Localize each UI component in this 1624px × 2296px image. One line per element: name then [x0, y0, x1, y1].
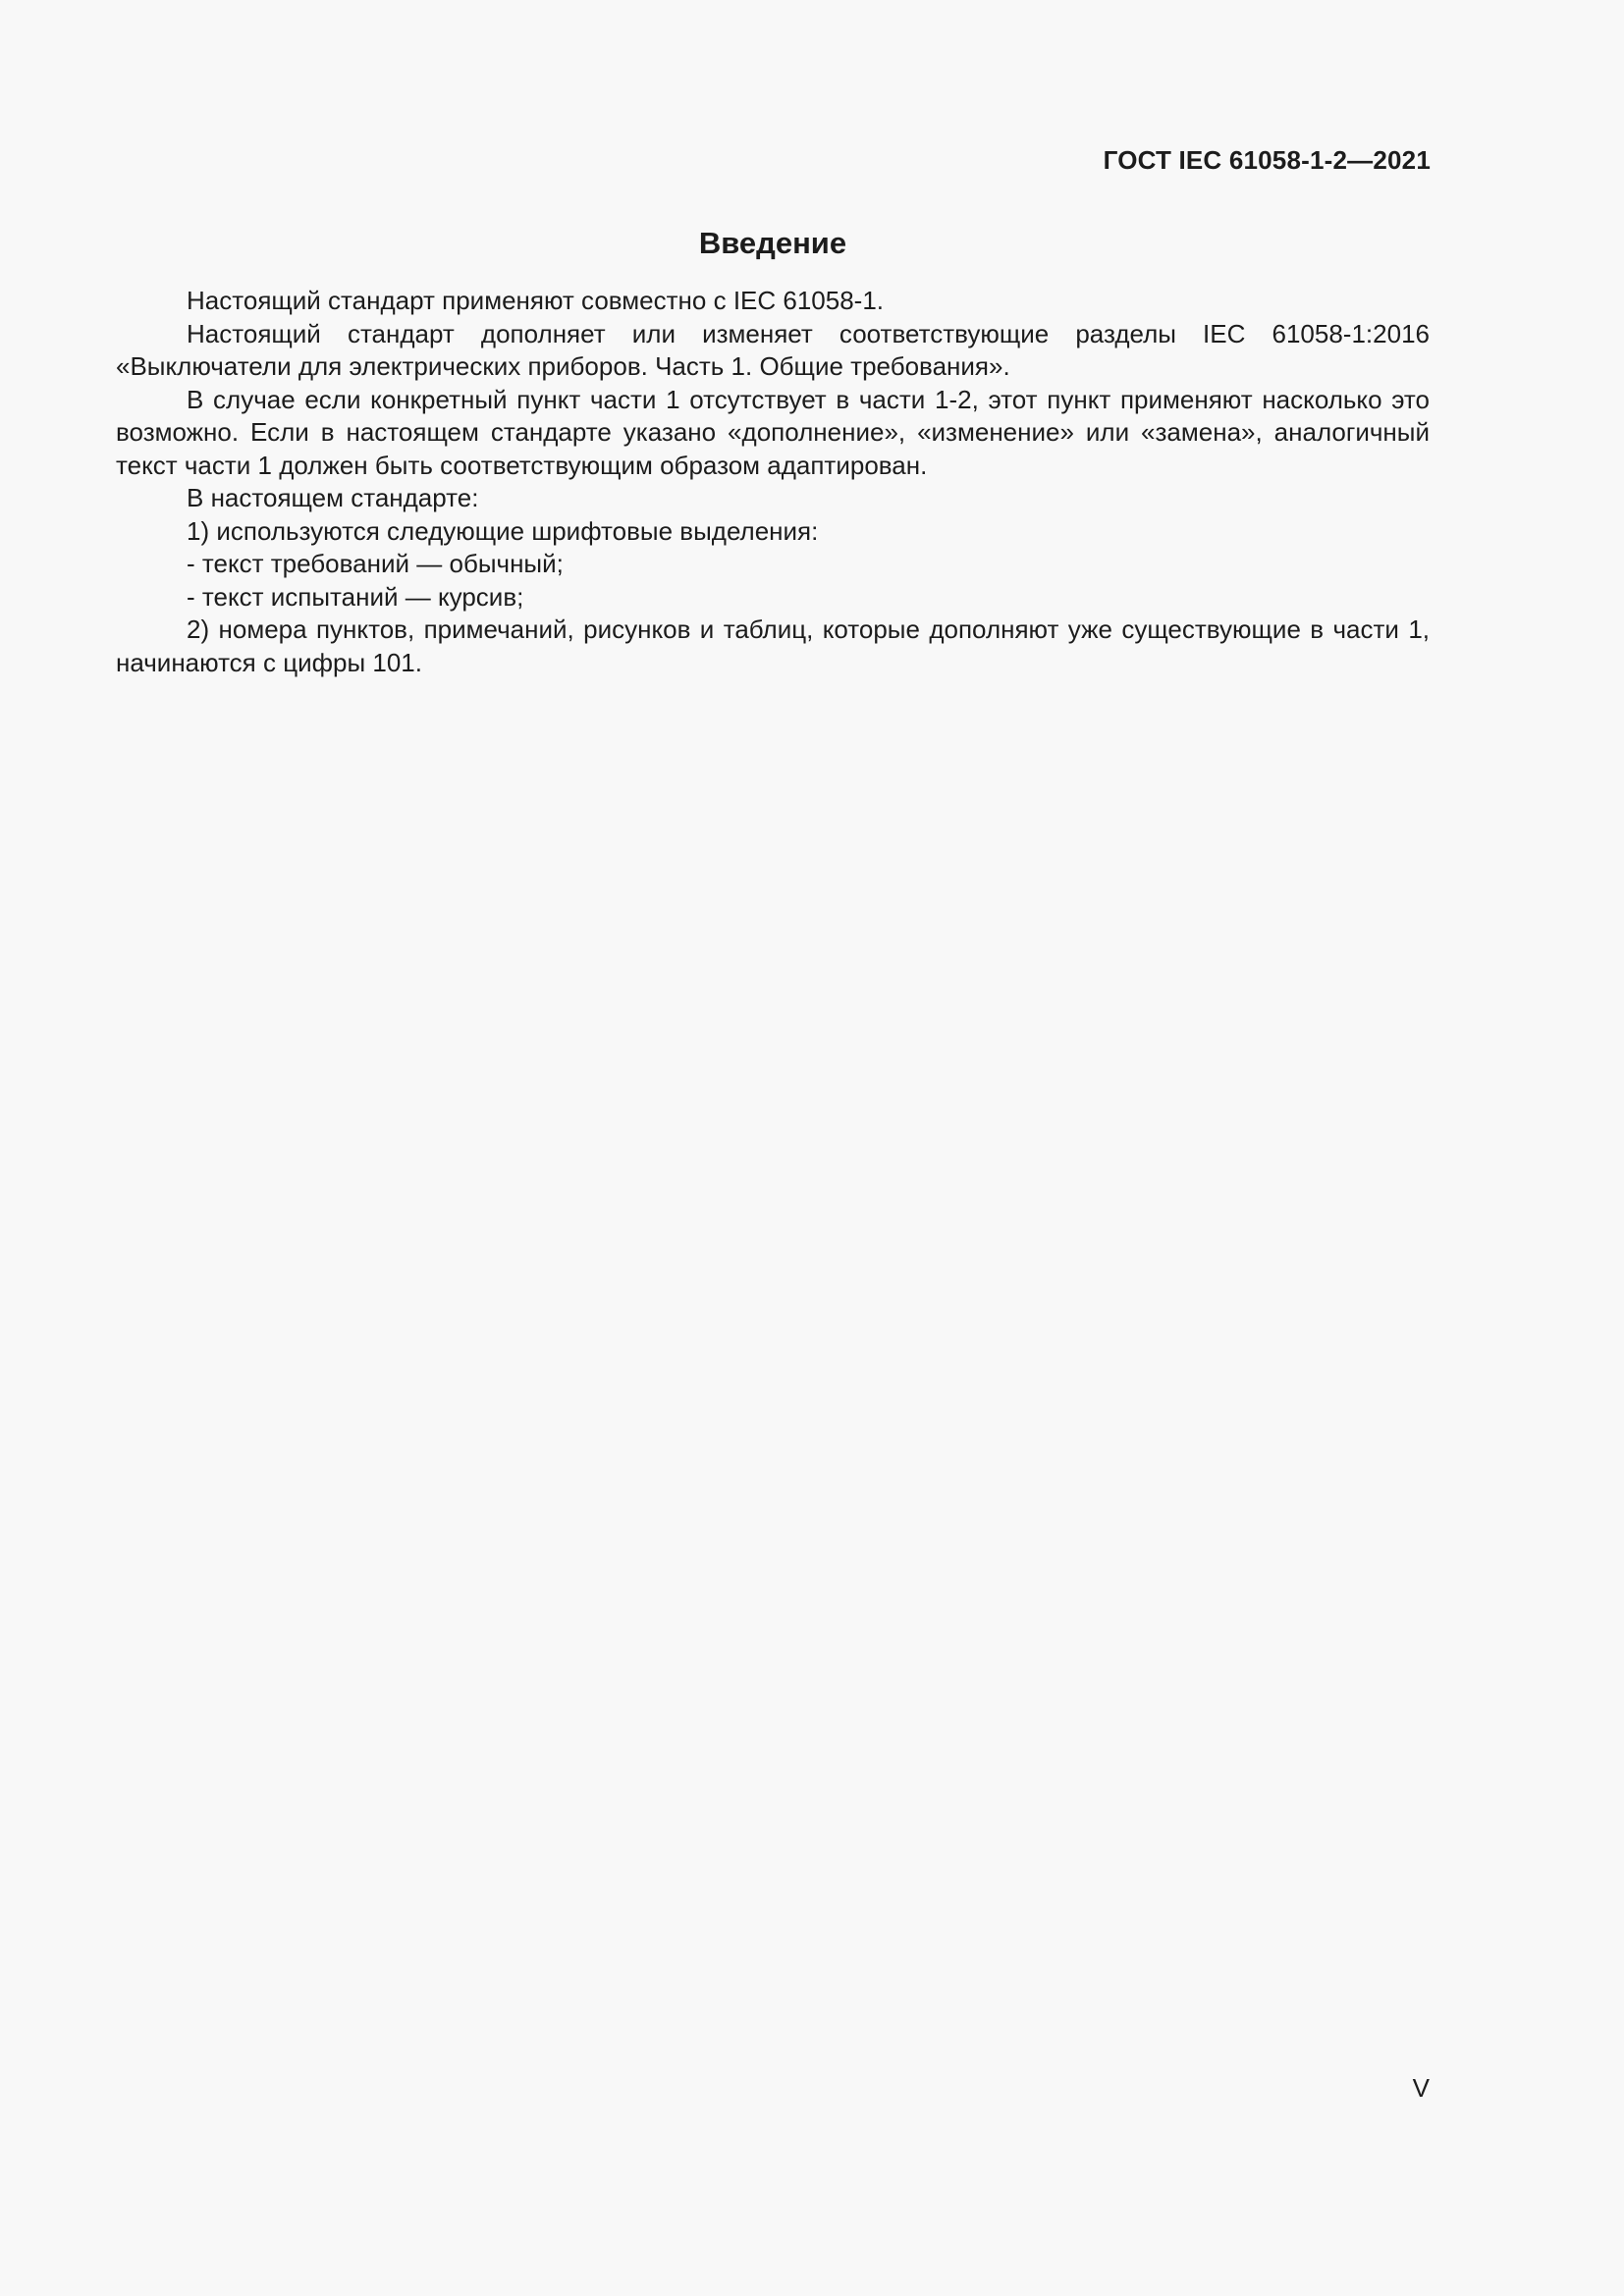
document-code-header: ГОСТ IEC 61058-1-2—2021	[1103, 145, 1431, 175]
section-title: Введение	[698, 226, 847, 260]
list-item-numbering: 2) номера пунктов, примечаний, рисунков и таблиц, которые дополняют уже существующие в части 1, начинаются с цифры 101.	[116, 614, 1430, 677]
list-item-font-highlighting: 1) используются следующие шрифтовые выделения:	[187, 515, 819, 546]
paragraph-usage: Настоящий стандарт применяют совместно с IEC 61058-1.	[187, 286, 885, 315]
paragraph-in-this-standard: В настоящем стандарте:	[187, 483, 479, 512]
paragraph-missing-clause: В случае если конкретный пункт части 1 отсутствует в части 1-2, этот пункт применяют насколько это возможно. Если в настоящем стандарте указано «дополнение», «изменение» или «замена», аналогичный текст части 1 должен быть соответствующим образом адаптирован.	[116, 384, 1430, 480]
introduction-body	[116, 285, 1430, 679]
page-number: V	[1412, 2073, 1430, 2103]
paragraph-supplements: Настоящий стандарт дополняет или изменяет соответствующие разделы IEC 61058-1:2016 «Выключатели для электрических приборов. Часть 1. Общие требования».	[116, 318, 1430, 381]
list-item-tests-text: - текст испытаний — курсив;	[187, 581, 524, 612]
list-item-requirements-text: - текст требований — обычный;	[187, 549, 564, 578]
